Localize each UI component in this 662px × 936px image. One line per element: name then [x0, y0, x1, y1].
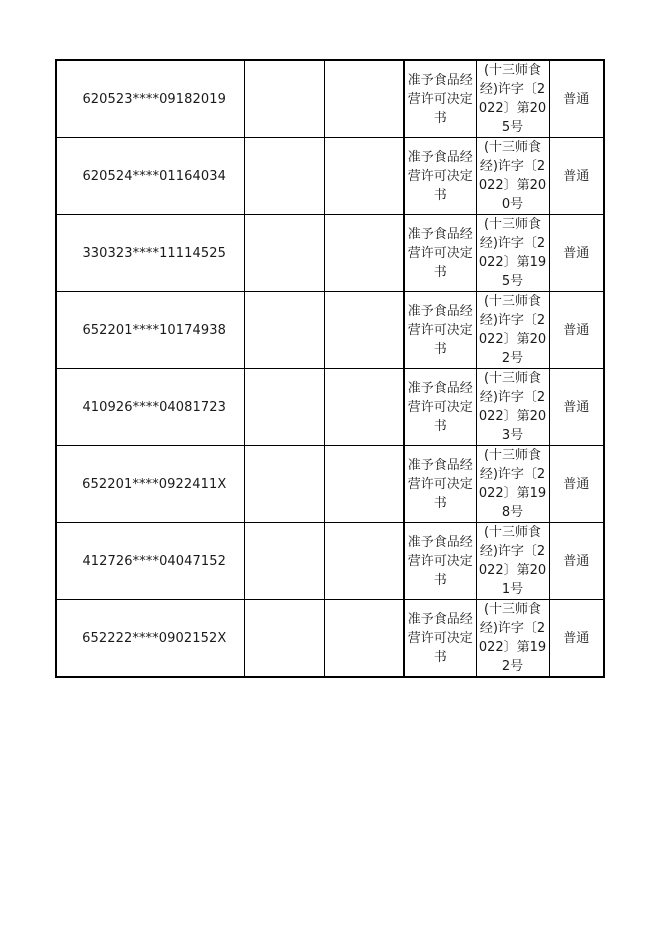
empty-cell — [244, 60, 324, 138]
permit-number-cell: (十三师食经)许字〔2022〕第192号 — [476, 600, 549, 678]
permit-number-cell: (十三师食经)许字〔2022〕第205号 — [476, 60, 549, 138]
permit-number-cell: (十三师食经)许字〔2022〕第200号 — [476, 138, 549, 215]
level-cell: 普通 — [549, 523, 604, 600]
level-cell: 普通 — [549, 292, 604, 369]
table-row — [56, 446, 604, 523]
empty-cell — [324, 215, 404, 292]
permit-number-cell: (十三师食经)许字〔2022〕第201号 — [476, 523, 549, 600]
document-type-cell: 准予食品经营许可决定书 — [404, 138, 476, 215]
level-cell: 普通 — [549, 215, 604, 292]
empty-cell — [324, 446, 404, 523]
table-row — [56, 369, 604, 446]
id-number-cell: 652201****10174938 — [56, 292, 244, 369]
table-row — [56, 523, 604, 600]
empty-cell — [244, 446, 324, 523]
empty-cell — [324, 60, 404, 138]
document-type-cell: 准予食品经营许可决定书 — [404, 446, 476, 523]
id-number-cell: 620523****09182019 — [56, 60, 244, 138]
id-number-cell: 412726****04047152 — [56, 523, 244, 600]
empty-cell — [244, 215, 324, 292]
table-row — [56, 600, 604, 678]
document-type-cell: 准予食品经营许可决定书 — [404, 60, 476, 138]
id-number-cell: 330323****11114525 — [56, 215, 244, 292]
empty-cell — [324, 369, 404, 446]
permit-number-cell: (十三师食经)许字〔2022〕第202号 — [476, 292, 549, 369]
empty-cell — [244, 523, 324, 600]
document-type-cell: 准予食品经营许可决定书 — [404, 369, 476, 446]
permit-number-cell: (十三师食经)许字〔2022〕第195号 — [476, 215, 549, 292]
empty-cell — [324, 138, 404, 215]
document-type-cell: 准予食品经营许可决定书 — [404, 523, 476, 600]
table-row — [56, 215, 604, 292]
level-cell: 普通 — [549, 446, 604, 523]
empty-cell — [244, 138, 324, 215]
id-number-cell: 620524****01164034 — [56, 138, 244, 215]
id-number-cell: 652201****0922411X — [56, 446, 244, 523]
table-row — [56, 138, 604, 215]
table-row — [56, 60, 604, 138]
id-number-cell: 410926****04081723 — [56, 369, 244, 446]
empty-cell — [244, 600, 324, 678]
permit-number-cell: (十三师食经)许字〔2022〕第203号 — [476, 369, 549, 446]
license-table — [55, 59, 605, 678]
level-cell: 普通 — [549, 60, 604, 138]
table-row — [56, 292, 604, 369]
level-cell: 普通 — [549, 369, 604, 446]
level-cell: 普通 — [549, 600, 604, 678]
empty-cell — [244, 292, 324, 369]
empty-cell — [324, 292, 404, 369]
document-type-cell: 准予食品经营许可决定书 — [404, 600, 476, 678]
level-cell: 普通 — [549, 138, 604, 215]
permit-number-cell: (十三师食经)许字〔2022〕第198号 — [476, 446, 549, 523]
document-type-cell: 准予食品经营许可决定书 — [404, 215, 476, 292]
empty-cell — [324, 600, 404, 678]
id-number-cell: 652222****0902152X — [56, 600, 244, 678]
document-type-cell: 准予食品经营许可决定书 — [404, 292, 476, 369]
empty-cell — [244, 369, 324, 446]
empty-cell — [324, 523, 404, 600]
